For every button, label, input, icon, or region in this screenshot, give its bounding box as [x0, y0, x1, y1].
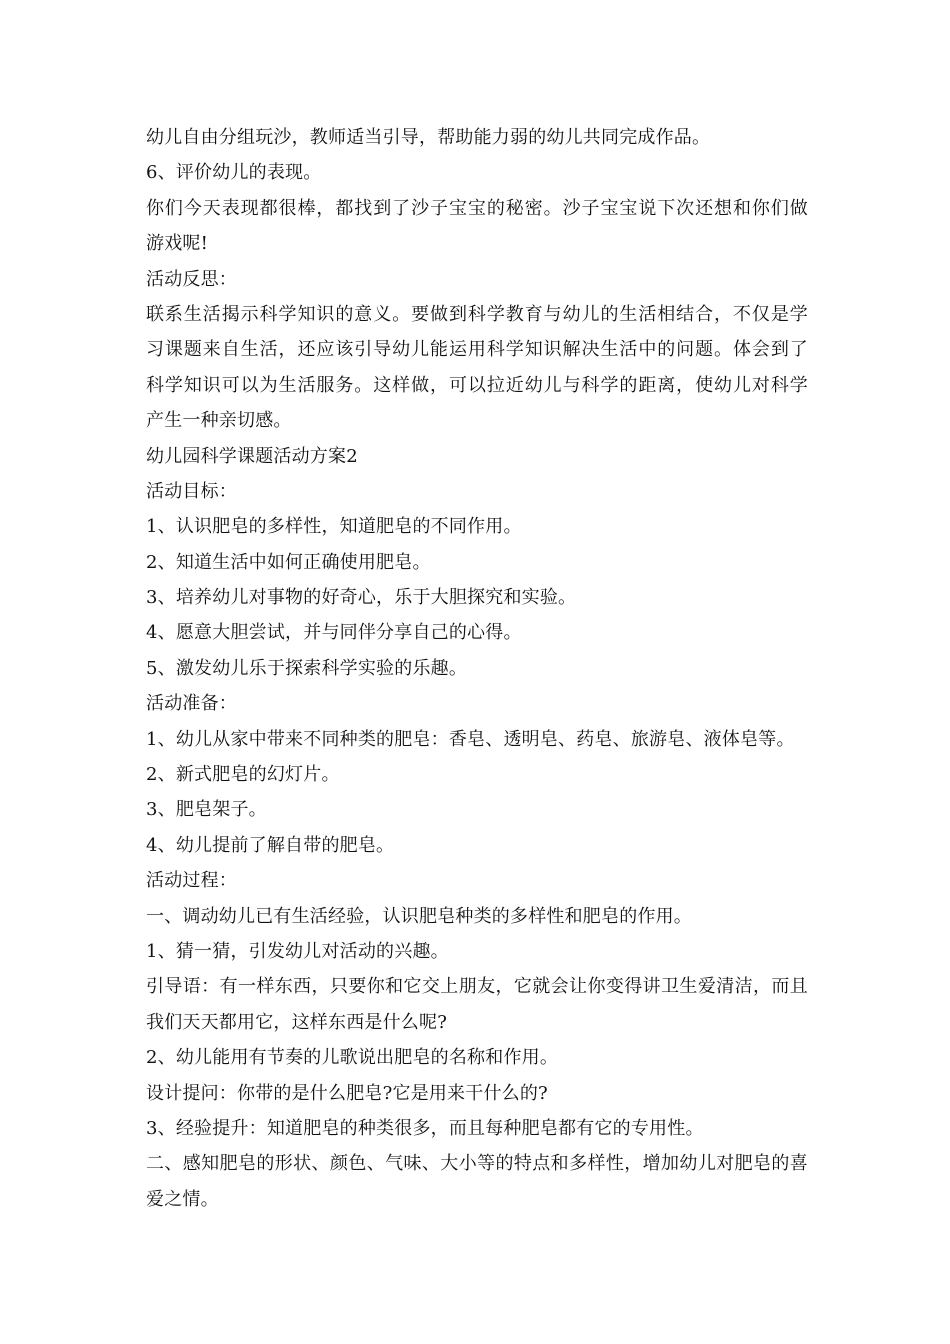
section-heading: 活动过程： — [146, 870, 237, 892]
text-line: 设计提问：你带的是什么肥皂?它是用来干什么的? — [146, 1082, 548, 1104]
document-body — [146, 120, 808, 1217]
list-item: 5、激发幼儿乐于探索科学实验的乐趣。 — [146, 657, 468, 679]
list-item: 3、经验提升：知道肥皂的种类很多，而且每种肥皂都有它的专用性。 — [146, 1117, 704, 1139]
text-line: 产生一种亲切感。 — [146, 410, 292, 432]
document-title: 幼儿园科学课题活动方案2 — [146, 445, 358, 467]
list-item: 2、知道生活中如何正确使用肥皂。 — [146, 551, 431, 573]
list-item: 2、幼儿能用有节奏的儿歌说出肥皂的名称和作用。 — [146, 1047, 559, 1069]
list-item: 3、肥皂架子。 — [146, 799, 267, 821]
text-line: 我们天天都用它，这样东西是什么呢? — [146, 1011, 448, 1033]
list-item: 1、幼儿从家中带来不同种类的肥皂：香皂、透明皂、药皂、旅游皂、液体皂等。 — [146, 728, 795, 750]
text-line: 一、调动幼儿已有生活经验，认识肥皂种类的多样性和肥皂的作用。 — [146, 905, 692, 927]
text-line: 游戏呢! — [146, 233, 209, 255]
text-line: 科学知识可以为生活服务。这样做，可以拉近幼儿与科学的距离，使幼儿对科学 — [146, 374, 808, 396]
list-item: 4、幼儿提前了解自带的肥皂。 — [146, 834, 395, 856]
list-item: 1、猜一猜，引发幼儿对活动的兴趣。 — [146, 940, 449, 962]
text-line: 引导语：有一样东西，只要你和它交上朋友，它就会让你变得讲卫生爱清洁，而且 — [146, 976, 808, 998]
text-line: 你们今天表现都很棒，都找到了沙子宝宝的秘密。沙子宝宝说下次还想和你们做 — [146, 197, 808, 219]
text-line: 二、感知肥皂的形状、颜色、气味、大小等的特点和多样性，增加幼儿对肥皂的喜 — [146, 1153, 808, 1175]
list-item: 3、培养幼儿对事物的好奇心，乐于大胆探究和实验。 — [146, 587, 577, 609]
section-heading: 活动目标： — [146, 480, 237, 502]
text-line: 幼儿自由分组玩沙，教师适当引导，帮助能力弱的幼儿共同完成作品。 — [146, 127, 711, 148]
text-line: 6、评价幼儿的表现。 — [146, 162, 322, 184]
section-heading: 活动反思： — [146, 268, 237, 290]
list-item: 1、认识肥皂的多样性，知道肥皂的不同作用。 — [146, 516, 522, 538]
text-line: 联系生活揭示科学知识的意义。要做到科学教育与幼儿的生活相结合，不仅是学 — [146, 303, 808, 325]
section-heading: 活动准备： — [146, 693, 237, 715]
list-item: 2、新式肥皂的幻灯片。 — [146, 764, 340, 786]
text-line: 爱之情。 — [146, 1188, 219, 1210]
list-item: 4、愿意大胆尝试，并与同伴分享自己的心得。 — [146, 622, 522, 644]
text-line: 习课题来自生活，还应该引导幼儿能运用科学知识解决生活中的问题。体会到了 — [146, 339, 808, 361]
